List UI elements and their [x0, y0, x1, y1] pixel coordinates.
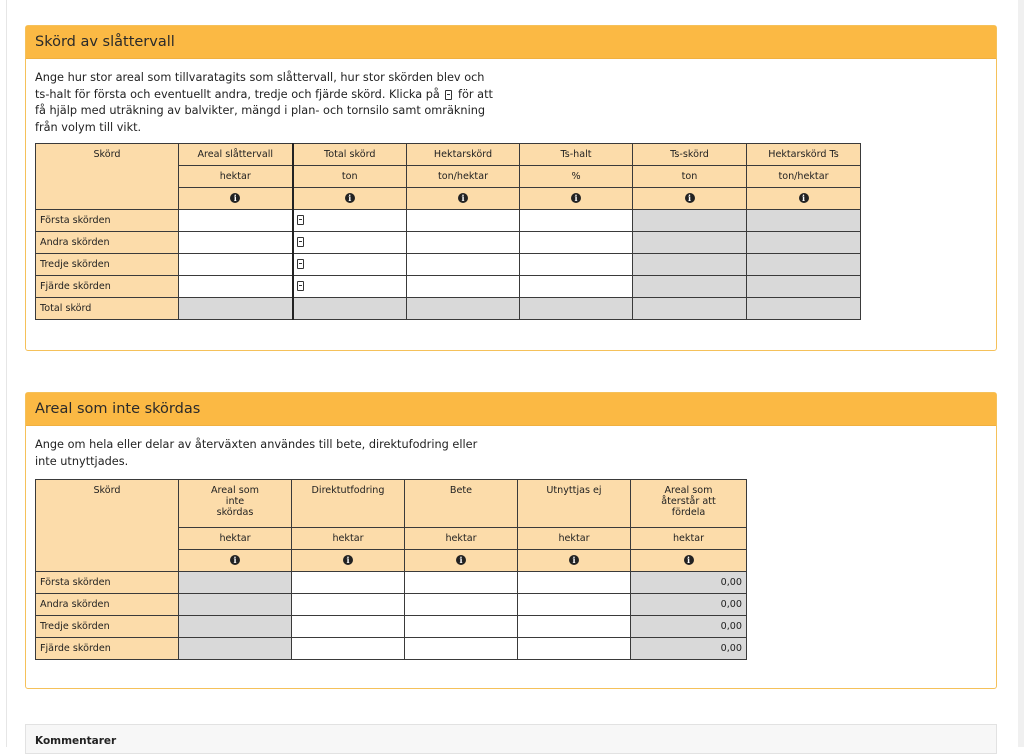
unit-total-skord: ton	[293, 166, 407, 188]
areal-ej-skordas-value	[179, 616, 292, 638]
areal-input[interactable]	[179, 232, 293, 254]
direktutfodring-input[interactable]	[292, 572, 405, 594]
info-icon[interactable]: i	[685, 193, 695, 203]
hektarskord-ts-value	[747, 232, 861, 254]
hektarskord-input[interactable]	[407, 232, 520, 254]
calculator-icon	[445, 90, 452, 100]
ts-skord-value	[633, 276, 747, 298]
unit-ts-skord: ton	[633, 166, 747, 188]
ts-halt-input[interactable]	[520, 210, 633, 232]
total-skord-input[interactable]	[293, 210, 407, 232]
aterstar-value: 0,00	[631, 572, 747, 594]
table-row	[36, 276, 861, 298]
info-icon[interactable]: i	[456, 555, 466, 565]
col-header-aterstar: Areal som återstår att fördela	[631, 480, 747, 528]
col-header-hektarskord: Hektarskörd	[407, 144, 520, 166]
table-row	[36, 594, 747, 616]
col-header-hektarskord-ts: Hektarskörd Ts	[747, 144, 861, 166]
unit-hektarskord: ton/hektar	[407, 166, 520, 188]
info-icon[interactable]: i	[569, 555, 579, 565]
col-header-areal-ej-skordas: Areal som inte skördas	[179, 480, 292, 528]
comments-title: Kommentarer	[35, 735, 117, 747]
info-icon[interactable]: i	[799, 193, 809, 203]
total-row	[36, 298, 861, 320]
aterstar-value: 0,00	[631, 638, 747, 660]
area-panel	[25, 392, 997, 689]
total-skord-input[interactable]	[293, 232, 407, 254]
areal-input[interactable]	[179, 254, 293, 276]
total-areal	[179, 298, 293, 320]
unit-areal-ej-skordas: hektar	[179, 528, 292, 550]
areal-ej-skordas-value	[179, 572, 292, 594]
calculator-icon[interactable]	[297, 237, 304, 247]
bete-input[interactable]	[405, 572, 518, 594]
total-skord-input[interactable]	[293, 254, 407, 276]
info-icon[interactable]: i	[230, 555, 240, 565]
unit-areal: hektar	[179, 166, 293, 188]
utnyttjas-ej-input[interactable]	[518, 638, 631, 660]
col-header-ts-halt: Ts-halt	[520, 144, 633, 166]
harvest-desc-part2: för att få hjälp med uträkning av balvikter, mängd i plan- och tornsilo samt omräkning från volym till vikt.	[35, 87, 493, 134]
info-icon[interactable]: i	[345, 193, 355, 203]
total-hektarskord	[407, 298, 520, 320]
bete-input[interactable]	[405, 616, 518, 638]
row-label: Fjärde skörden	[36, 276, 179, 298]
table-row	[36, 638, 747, 660]
table-row	[36, 254, 861, 276]
hektarskord-input[interactable]	[407, 210, 520, 232]
harvest-table	[35, 143, 861, 320]
areal-input[interactable]	[179, 276, 293, 298]
calculator-icon[interactable]	[297, 215, 304, 225]
utnyttjas-ej-input[interactable]	[518, 572, 631, 594]
comments-panel	[25, 724, 997, 754]
unit-bete: hektar	[405, 528, 518, 550]
ts-skord-value	[633, 232, 747, 254]
col-header-bete: Bete	[405, 480, 518, 528]
table-row	[36, 616, 747, 638]
areal-ej-skordas-value	[179, 638, 292, 660]
row-label: Första skörden	[36, 210, 179, 232]
calculator-icon[interactable]	[297, 281, 304, 291]
calculator-icon[interactable]	[297, 259, 304, 269]
col-header-ts-skord: Ts-skörd	[633, 144, 747, 166]
direktutfodring-input[interactable]	[292, 616, 405, 638]
total-skord-sum	[293, 298, 407, 320]
hektarskord-ts-value	[747, 254, 861, 276]
utnyttjas-ej-input[interactable]	[518, 594, 631, 616]
col-header-total-skord: Total skörd	[293, 144, 407, 166]
area-table	[35, 479, 747, 660]
table-row	[36, 572, 747, 594]
area-panel-description: Ange om hela eller delar av återväxten användes till bete, direktufodring eller inte utnyttjades.	[35, 438, 478, 468]
col-header-skord: Skörd	[36, 480, 179, 572]
total-hektarskord-ts	[747, 298, 861, 320]
ts-halt-input[interactable]	[520, 232, 633, 254]
areal-input[interactable]	[179, 210, 293, 232]
bete-input[interactable]	[405, 594, 518, 616]
harvest-panel	[25, 25, 997, 351]
row-label: Första skörden	[36, 572, 179, 594]
row-label: Andra skörden	[36, 594, 179, 616]
direktutfodring-input[interactable]	[292, 638, 405, 660]
aterstar-value: 0,00	[631, 616, 747, 638]
bete-input[interactable]	[405, 638, 518, 660]
harvest-panel-title: Skörd av slåttervall	[26, 26, 996, 59]
ts-halt-input[interactable]	[520, 276, 633, 298]
table-row	[36, 210, 861, 232]
ts-halt-input[interactable]	[520, 254, 633, 276]
ts-skord-value	[633, 254, 747, 276]
info-icon[interactable]: i	[458, 193, 468, 203]
info-icon[interactable]: i	[230, 193, 240, 203]
col-header-areal: Areal slåttervall	[179, 144, 293, 166]
area-panel-title: Areal som inte skördas	[26, 393, 996, 426]
unit-direktutfodring: hektar	[292, 528, 405, 550]
aterstar-value: 0,00	[631, 594, 747, 616]
row-label: Andra skörden	[36, 232, 179, 254]
col-header-utnyttjas-ej: Utnyttjas ej	[518, 480, 631, 528]
total-ts-skord	[633, 298, 747, 320]
col-header-direktutfodring: Direktutfodring	[292, 480, 405, 528]
unit-utnyttjas-ej: hektar	[518, 528, 631, 550]
info-icon[interactable]: i	[343, 555, 353, 565]
unit-ts-halt: %	[520, 166, 633, 188]
unit-aterstar: hektar	[631, 528, 747, 550]
total-ts-halt	[520, 298, 633, 320]
harvest-panel-description	[35, 70, 495, 136]
row-label: Fjärde skörden	[36, 638, 179, 660]
hektarskord-input[interactable]	[407, 254, 520, 276]
utnyttjas-ej-input[interactable]	[518, 616, 631, 638]
ts-skord-value	[633, 210, 747, 232]
direktutfodring-input[interactable]	[292, 594, 405, 616]
row-label: Tredje skörden	[36, 616, 179, 638]
info-icon[interactable]: i	[571, 193, 581, 203]
scroll-gutter	[1018, 0, 1024, 747]
hektarskord-input[interactable]	[407, 276, 520, 298]
col-header-skord: Skörd	[36, 144, 179, 210]
harvest-desc-part1: Ange hur stor areal som tillvaratagits som slåttervall, hur stor skörden blev och ts-halt för första och eventuellt andra, tredje och fjärde skörd. Klicka på	[35, 71, 485, 101]
hektarskord-ts-value	[747, 210, 861, 232]
row-label: Tredje skörden	[36, 254, 179, 276]
areal-ej-skordas-value	[179, 594, 292, 616]
table-row	[36, 232, 861, 254]
total-row-label: Total skörd	[36, 298, 179, 320]
hektarskord-ts-value	[747, 276, 861, 298]
info-icon[interactable]: i	[684, 555, 694, 565]
total-skord-input[interactable]	[293, 276, 407, 298]
unit-hektarskord-ts: ton/hektar	[747, 166, 861, 188]
